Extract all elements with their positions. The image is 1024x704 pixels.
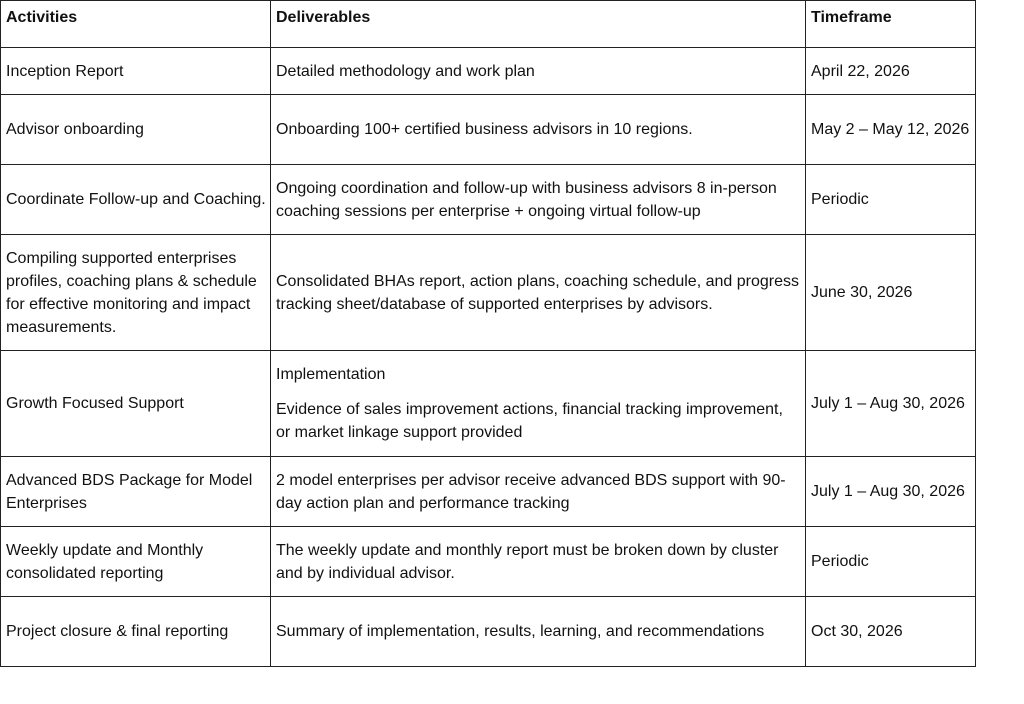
activity-cell: Project closure & final reporting [1, 597, 271, 667]
table-row [1, 527, 976, 597]
timeframe-cell: July 1 – Aug 30, 2026 [806, 457, 976, 527]
activity-cell: Growth Focused Support [1, 351, 271, 457]
activity-cell: Inception Report [1, 48, 271, 95]
deliverable-cell [271, 457, 806, 527]
activity-cell: Weekly update and Monthly consolidated reporting [1, 527, 271, 597]
timeframe-cell: Periodic [806, 165, 976, 235]
activity-cell: Coordinate Follow-up and Coaching. [1, 165, 271, 235]
deliverable-text: Consolidated BHAs report, action plans, coaching schedule, and progress tracking sheet/database of supported enterprises by advisors. [276, 272, 799, 313]
table-row [1, 95, 976, 165]
table-row [1, 165, 976, 235]
table-row [1, 48, 976, 95]
table-row [1, 235, 976, 351]
deliverable-heading: Implementation [276, 366, 386, 383]
timeframe-cell: Oct 30, 2026 [806, 597, 976, 667]
deliverable-text: Ongoing coordination and follow-up with business advisors 8 in-person coaching sessions per enterprise + ongoing virtual follow-up [276, 179, 777, 220]
timeframe-cell: April 22, 2026 [806, 48, 976, 95]
deliverable-cell [271, 95, 806, 165]
deliverable-cell [271, 597, 806, 667]
timeframe-cell: July 1 – Aug 30, 2026 [806, 351, 976, 457]
table-row [1, 351, 976, 457]
header-activities: Activities [1, 1, 271, 48]
deliverable-cell [271, 527, 806, 597]
deliverable-cell [271, 351, 806, 457]
deliverable-text: Summary of implementation, results, learning, and recommendations [276, 623, 765, 640]
header-deliverables: Deliverables [271, 1, 806, 48]
activity-cell: Compiling supported enterprises profiles, coaching plans & schedule for effective monitoring and impact measurements. [1, 235, 271, 351]
deliverable-text: The weekly update and monthly report must be broken down by cluster and by individual advisor. [276, 541, 779, 582]
deliverable-text: Detailed methodology and work plan [276, 62, 535, 80]
deliverable-text: 2 model enterprises per advisor receive advanced BDS support with 90-day action plan and performance tracking [276, 471, 786, 512]
timeframe-cell: Periodic [806, 527, 976, 597]
deliverable-text: Evidence of sales improvement actions, financial tracking improvement, or market linkage support provided [276, 401, 783, 441]
table-row [1, 597, 976, 667]
table-header-row [1, 1, 976, 48]
timeframe-cell: May 2 – May 12, 2026 [806, 95, 976, 165]
deliverable-cell [271, 235, 806, 351]
header-timeframe: Timeframe [806, 1, 976, 48]
activity-cell: Advisor onboarding [1, 95, 271, 165]
deliverable-cell [271, 165, 806, 235]
timeframe-cell: June 30, 2026 [806, 235, 976, 351]
deliverable-cell [271, 48, 806, 95]
activity-cell: Advanced BDS Package for Model Enterprises [1, 457, 271, 527]
table-row [1, 457, 976, 527]
deliverable-text: Onboarding 100+ certified business advisors in 10 regions. [276, 121, 693, 138]
